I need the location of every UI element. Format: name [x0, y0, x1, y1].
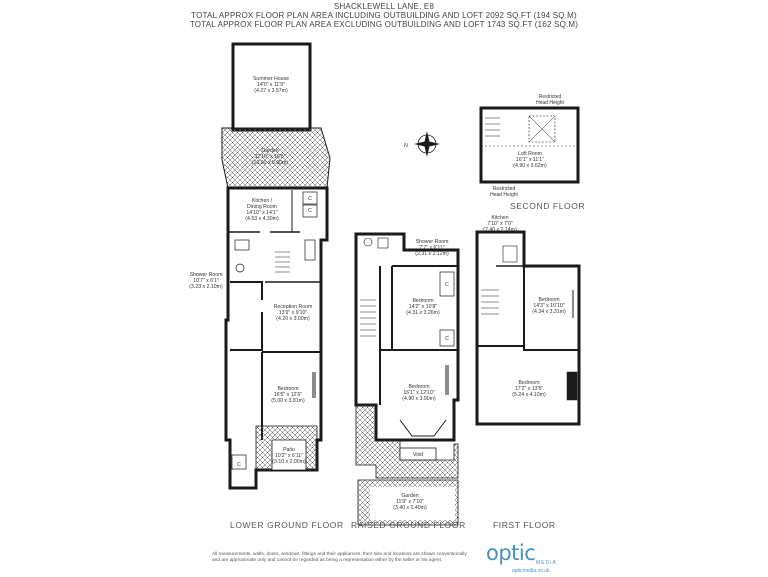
- raised-ground-floor-plan: [356, 234, 458, 525]
- kitchen-first-imperial: 7'10" x 7'0": [487, 221, 513, 227]
- bedroom-lower-name: Bedroom: [277, 386, 299, 392]
- reception-metric: (4.20 x 3.00m): [276, 316, 310, 322]
- loft-name: Loft Room: [518, 151, 542, 157]
- patio-name: Patio: [283, 447, 295, 453]
- kitchen-dining-metric: (4.53 x 4.30m): [245, 216, 279, 222]
- floor-label-second: SECOND FLOOR: [510, 201, 586, 211]
- floor-label-raised: RAISED GROUND FLOOR: [351, 520, 466, 530]
- optic-media-logo: [486, 541, 576, 577]
- shower-lower-name: Shower Room: [189, 272, 223, 278]
- bedroom-raised-2-name: Bedroom: [408, 384, 430, 390]
- garden-raised-name: Garden: [401, 493, 419, 499]
- plan-title: SHACKLEWELL LANE, E8: [333, 2, 435, 11]
- area-including: TOTAL APPROX FLOOR PLAN AREA INCLUDING OUTBUILDING AND LOFT 2092 SQ.FT (194 SQ.M): [191, 11, 577, 20]
- bedroom-lower-metric: (5.00 x 3.81m): [271, 398, 305, 404]
- bedroom-raised-2-imperial: 16'1" x 12'10": [403, 390, 435, 396]
- void-name: Void: [412, 452, 424, 458]
- bedroom-lower-imperial: 16'5" x 12'6": [273, 392, 303, 398]
- kitchen-first-name: Kitchen: [491, 215, 509, 221]
- lower-ground-floor-plan: [222, 44, 330, 488]
- shower-raised-metric: (2.31 x 2.12m): [415, 251, 449, 257]
- reception-name: Reception Room: [273, 304, 313, 310]
- floor-label-first: FIRST FLOOR: [493, 520, 556, 530]
- garden-lower-metric: (10.00 x 5.00m): [251, 160, 289, 166]
- cupboard-mark-1: C: [308, 196, 312, 202]
- floor-label-lower: LOWER GROUND FLOOR: [230, 520, 344, 530]
- cupboard-mark-5: C: [445, 336, 449, 342]
- garden-lower-imperial: 32'10" x 16'5": [254, 154, 286, 160]
- shower-raised-imperial: 7'7" x 6'11": [419, 245, 445, 251]
- bedroom-first-2-imperial: 17'2" x 13'5": [514, 386, 544, 392]
- compass: [404, 131, 440, 157]
- logo-main-text: optic: [486, 541, 536, 565]
- shower-lower-metric: (3.23 x 2.10m): [189, 284, 223, 290]
- garden-raised-imperial: 11'9" x 7'10": [395, 499, 425, 505]
- summer-house-imperial: 14'0" x 11'9": [256, 82, 286, 88]
- loft-metric: (4.90 x 3.62m): [513, 163, 547, 169]
- loft-imperial: 16'1" x 11'1": [515, 157, 545, 163]
- kitchen-dining-imperial: 14'10" x 14'1": [246, 210, 278, 216]
- reception-imperial: 13'9" x 9'10": [278, 310, 308, 316]
- garden-lower-name: Garden: [261, 148, 279, 154]
- shower-lower-imperial: 10'7" x 6'1": [193, 278, 219, 284]
- logo-url: opticmedia.co.uk: [512, 568, 550, 574]
- logo-sub-text: MEDIA: [536, 560, 557, 566]
- second-floor-plan: [481, 108, 578, 182]
- restricted-top-2: Head Height: [536, 100, 564, 106]
- summer-house-metric: (4.27 x 3.57m): [254, 88, 288, 94]
- kitchen-dining-name: Kitchen /: [251, 198, 273, 204]
- shower-raised-name: Shower Room: [415, 239, 449, 245]
- kitchen-dining-name2: Dining Room: [247, 204, 277, 210]
- disclaimer: All measurements, walls, doors, windows, fittings and their appliances, their size and locations are shown conventionally and are approximate only and cannot be regarded as being a representation either by the seller or his agent.: [212, 552, 467, 563]
- restricted-bottom-2: Head Height: [490, 192, 518, 198]
- bedroom-raised-1-metric: (4.31 x 3.26m): [406, 310, 440, 316]
- bedroom-first-2-metric: (5.24 x 4.10m): [512, 392, 546, 398]
- cupboard-mark-3: C: [237, 462, 241, 468]
- bedroom-raised-2-metric: (4.90 x 3.90m): [402, 396, 436, 402]
- bedroom-first-2-name: Bedroom: [518, 380, 540, 386]
- restricted-top-1: Restricted: [538, 94, 562, 100]
- bedroom-raised-1-name: Bedroom: [412, 298, 434, 304]
- restricted-bottom-1: Restricted: [492, 186, 516, 192]
- bedroom-first-1-metric: (4.34 x 3.31m): [532, 309, 566, 315]
- bedroom-first-1-name: Bedroom: [538, 297, 560, 303]
- cupboard-mark-2: C: [308, 208, 312, 214]
- kitchen-first-metric: (2.40 x 2.14m): [483, 227, 517, 233]
- loft-walls: [481, 108, 578, 182]
- cupboard-mark-4: C: [445, 282, 449, 288]
- patio-metric: (3.10 x 2.00m): [272, 459, 306, 465]
- garden-raised-metric: (3.40 x 2.40m): [393, 505, 427, 511]
- summer-house-name: Summer House: [252, 76, 290, 82]
- patio-imperial: 10'2" x 6'11": [274, 453, 304, 459]
- bedroom-first-1-imperial: 14'3" x 10'10": [533, 303, 565, 309]
- area-excluding: TOTAL APPROX FLOOR PLAN AREA EXCLUDING OUTBUILDING AND LOFT 1743 SQ.FT (162 SQ.M): [189, 20, 579, 29]
- bedroom-raised-1-imperial: 14'2" x 10'8": [408, 304, 438, 310]
- compass-north-label: N: [404, 143, 408, 149]
